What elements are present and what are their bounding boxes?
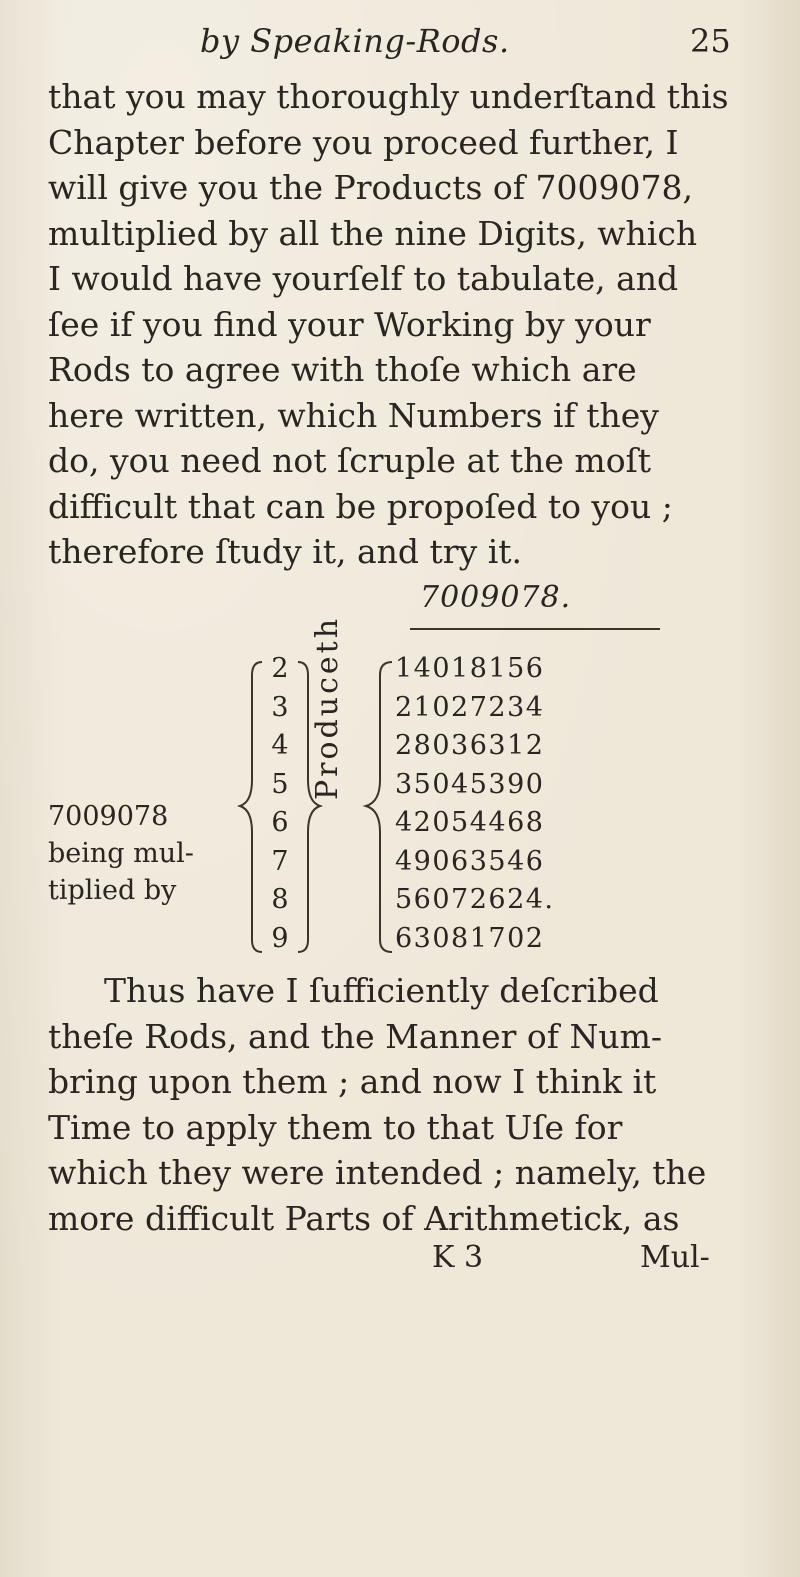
page-header (0, 18, 800, 68)
text-line: difficult that can be propoſed to you ; (48, 486, 673, 526)
multiplier-digit: 6 (271, 807, 289, 838)
multiplier-digit: 2 (271, 653, 289, 684)
multiplier-digit: 5 (271, 768, 289, 800)
multiplicand: 7009078. (420, 580, 572, 615)
page-footer (0, 1240, 800, 1280)
text-line: do, you need not ſcruple at the moſt (48, 441, 652, 480)
text-line: Thus have I ſufficiently deſcribed (104, 971, 659, 1010)
text-line: Rods to agree with thoſe which are (48, 350, 637, 389)
multiplier-column (265, 650, 295, 958)
left-label-line: tiplied by (48, 875, 177, 906)
paragraph-1 (48, 74, 768, 575)
multiplier-digit: 3 (271, 691, 289, 723)
text-line: multiplied by all the nine Digits, which (48, 213, 698, 253)
left-label-line: 7009078 (48, 801, 169, 832)
multiplicand-rule (410, 628, 660, 630)
product-value: 63081702 (395, 922, 545, 954)
multiplier-digit: 8 (271, 884, 289, 915)
multiplication-table (0, 580, 800, 970)
text-line: which they were intended ; namely, the (48, 1153, 707, 1192)
paragraph-2 (48, 968, 768, 1241)
text-line: that you may thoroughly underſtand this (48, 77, 729, 116)
product-value: 56072624. (395, 884, 555, 915)
product-value: 42054468 (395, 807, 545, 838)
product-value: 35045390 (395, 768, 545, 800)
catchword: Mul- (640, 1240, 710, 1275)
text-line: Chapter before you proceed further, I (48, 122, 679, 162)
multiplier-digit: 4 (271, 730, 289, 761)
text-line: will give you the Products of 7009078, (48, 168, 693, 207)
produceth-label: Produceth (310, 615, 345, 800)
product-value: 14018156 (395, 653, 545, 684)
table-left-label (48, 798, 194, 909)
text-line: more difficult Parts of Arithmetick, as (48, 1198, 680, 1238)
text-line: Time to apply them to that Uſe for (48, 1107, 623, 1147)
text-line: therefore ſtudy it, and try it. (48, 532, 523, 571)
multiplier-digit: 9 (271, 922, 289, 954)
signature-mark: K 3 (432, 1240, 484, 1275)
text-line: bring upon them ; and now I think it (48, 1062, 657, 1101)
multiplier-digit: 7 (271, 845, 289, 877)
text-line: ſee if you find your Working by your (48, 304, 651, 344)
text-line: I would have yourſelf to tabulate, and (48, 259, 679, 298)
left-label-line: being mul- (48, 838, 194, 869)
product-value: 28036312 (395, 730, 545, 761)
product-value: 49063546 (395, 845, 545, 877)
page-number: 25 (690, 22, 731, 60)
text-line: theſe Rods, and the Manner of Num- (48, 1016, 663, 1056)
product-value: 21027234 (395, 691, 545, 723)
product-column (395, 650, 555, 958)
running-title: by Speaking-Rods. (200, 22, 510, 60)
text-line: here written, which Numbers if they (48, 395, 659, 435)
